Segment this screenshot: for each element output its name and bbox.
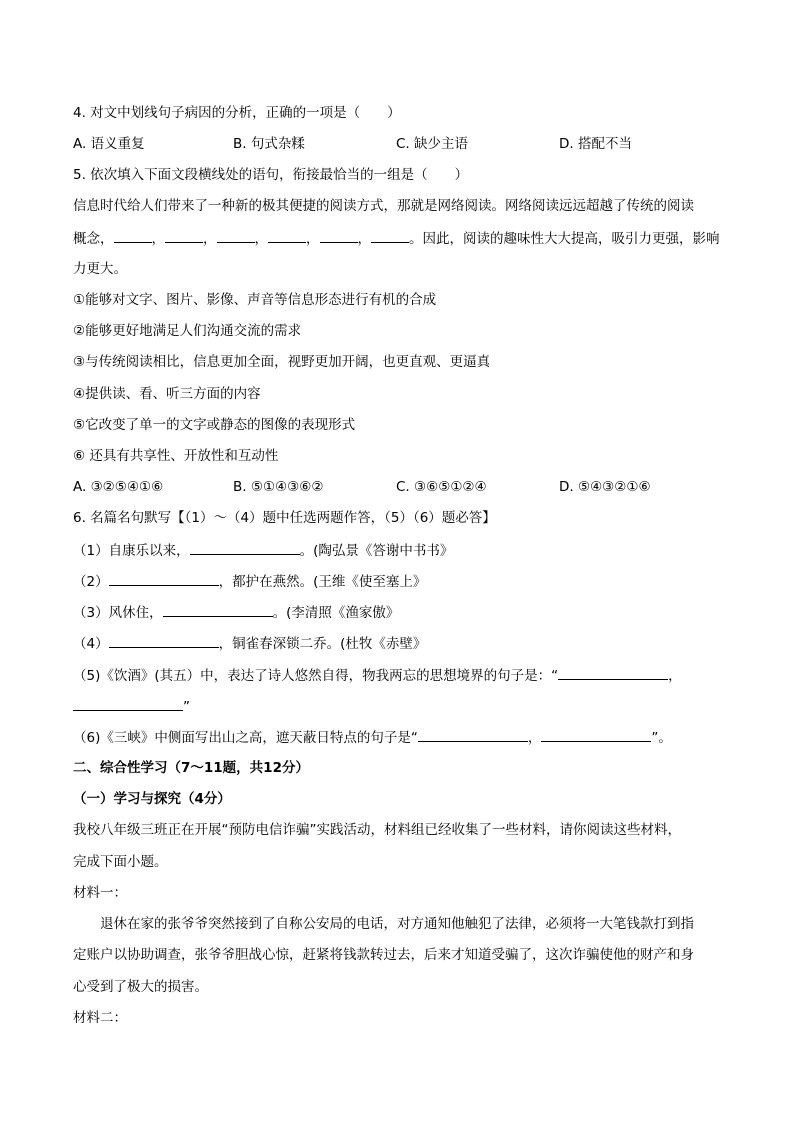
- material-1-line-2: 定账户以协助调查，张爷爷胆战心惊，赶紧将钱款转过去，后来才知道受骗了，这次诈骗使他的财产和身: [73, 947, 694, 963]
- q6-stem: 6. 名篇名句默写【（1）～（4）题中任选两题作答，（5）（6）题必答】: [73, 510, 496, 526]
- answer-blank: [268, 228, 306, 243]
- answer-blank: [114, 228, 152, 243]
- q5-passage-line3: 力更大。: [73, 261, 127, 277]
- q4-option-b: B. 句式杂糅: [233, 136, 305, 152]
- q5-item-1: ①能够对文字、图片、影像、声音等信息形态进行有机的合成: [73, 292, 437, 308]
- answer-blank: [165, 228, 203, 243]
- q5-option-b: B. ⑤①④③⑥②: [233, 479, 324, 495]
- answer-blank: [371, 228, 409, 243]
- q4-option-d: D. 搭配不当: [559, 136, 632, 152]
- answer-blank: [73, 696, 183, 711]
- q5-item-4: ④提供读、看、听三方面的内容: [73, 386, 261, 402]
- q5-item-6: ⑥ 还具有共享性、开放性和互动性: [73, 448, 279, 464]
- material-1-line-1: 退休在家的张爷爷突然接到了自称公安局的电话，对方通知他触犯了法律，必须将一大笔钱款打到指: [100, 916, 694, 932]
- q5-option-c: C. ③⑥⑤①②④: [396, 479, 487, 495]
- answer-blank: [217, 228, 255, 243]
- q5-option-d: D. ⑤④③②①⑥: [559, 479, 651, 495]
- q4-option-c: C. 缺少主语: [396, 136, 469, 152]
- answer-blank: [190, 540, 300, 555]
- q6-line-3: （3）风休住， 。(李清照《渔家傲》: [73, 602, 399, 623]
- q6-line-5-cont: ”: [73, 696, 190, 717]
- section-heading: 二、综合性学习（7～11题，共12分）: [73, 760, 309, 776]
- q5-item-2: ②能够更好地满足人们沟通交流的需求: [73, 323, 302, 339]
- q5-item-3: ③与传统阅读相比，信息更加全面，视野更加开阔，也更直观、更逼真: [73, 354, 491, 370]
- material-1-line-3: 心受到了极大的损害。: [73, 979, 208, 995]
- subsection-heading: （一）学习与探究（4分）: [73, 791, 231, 807]
- q4-option-a: A. 语义重复: [73, 136, 145, 152]
- q5-option-a: A. ③②⑤④①⑥: [73, 479, 164, 495]
- answer-blank: [109, 633, 219, 648]
- q5-passage-line1: 信息时代给人们带来了一种新的极其便捷的阅读方式，那就是网络阅读。网络阅读远远超越了传统的阅读: [73, 198, 694, 214]
- q5-passage-line2: 概念， ， ， ， ， ， 。因此，阅读的趣味性大大提高，吸引力更强，影响: [73, 228, 720, 249]
- answer-blank: [418, 727, 528, 742]
- answer-blank: [320, 228, 358, 243]
- answer-blank: [541, 727, 651, 742]
- answer-blank: [163, 602, 273, 617]
- q5-passage-end: 。因此，阅读的趣味性大大提高，吸引力更强，影响: [409, 231, 720, 247]
- material-1-label: 材料一：: [73, 885, 127, 901]
- q6-line-5: （5)《饮酒》(其五）中，表达了诗人悠然自得，物我两忘的思想境界的句子是：“ ，: [73, 665, 682, 686]
- q6-line-6: （6)《三峡》中侧面写出山之高，遮天蔽日特点的句子是“ ， ”。: [73, 727, 672, 748]
- q4-stem: 4. 对文中划线句子病因的分析，正确的一项是（ ）: [73, 105, 401, 121]
- q6-line-2: （2） ，都护在燕然。(王维《使至塞上》: [73, 571, 426, 592]
- material-2-label: 材料二：: [73, 1010, 127, 1026]
- q6-line-4: （4） ，铜雀春深锁二乔。(杜牧《赤壁》: [73, 633, 426, 654]
- intro-line-2: 完成下面小题。: [73, 854, 168, 870]
- q6-line-1: （1）自康乐以来， 。(陶弘景《答谢中书书》: [73, 540, 453, 561]
- intro-line-1: 我校八年级三班正在开展“预防电信诈骗”实践活动，材料组已经收集了一些材料，请你阅读这些材料，: [73, 822, 681, 838]
- q5-item-5: ⑤它改变了单一的文字或静态的图像的表现形式: [73, 417, 356, 433]
- answer-blank: [558, 665, 668, 680]
- q5-passage-start: 概念，: [73, 231, 114, 247]
- answer-blank: [109, 571, 219, 586]
- q5-stem: 5. 依次填入下面文段横线处的语句，衔接最恰当的一组是（ ）: [73, 167, 469, 183]
